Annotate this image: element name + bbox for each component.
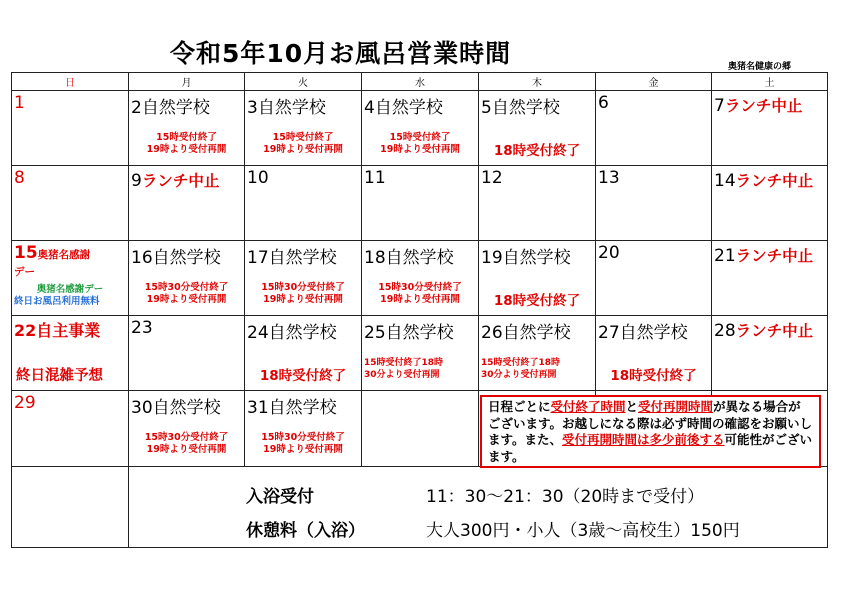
calendar-day-cell: [596, 91, 712, 166]
notice-text: 可能性がございます。: [488, 432, 813, 464]
day-event: [247, 318, 337, 343]
day-number: 7: [714, 96, 725, 116]
day-number: 12: [481, 168, 503, 188]
note-line: 19時より受付再開: [380, 294, 460, 305]
calendar-day-cell: [245, 91, 362, 166]
calendar-day-cell: [712, 241, 828, 316]
day-event-label: 自然学校: [385, 248, 454, 268]
calendar-day-cell: [596, 316, 712, 391]
day-event-label: 自然学校: [374, 98, 443, 118]
day-event: [14, 318, 100, 341]
calendar-week-row: [12, 316, 828, 391]
weekday-header: 火: [245, 73, 362, 91]
day-number: 8: [14, 168, 25, 188]
day-event-label: 自然学校: [141, 98, 210, 118]
calendar-table: [11, 72, 828, 548]
event-note: 18時受付終了: [493, 293, 581, 309]
day-number: 9: [131, 171, 142, 191]
calendar-day-cell: [129, 391, 245, 467]
day-event-label: 自然学校: [268, 248, 337, 268]
day-number: 10: [247, 168, 269, 188]
note-line: 19時より受付再開: [146, 294, 227, 305]
day-event: [714, 169, 813, 191]
day-event-label: 自然学校: [491, 98, 560, 118]
calendar-day-cell: [12, 241, 129, 316]
day-event: [131, 93, 210, 118]
day-number: 1: [14, 93, 25, 113]
note-line: 19時より受付再開: [263, 444, 343, 455]
day-number: 4: [364, 98, 375, 118]
calendar-day-cell: [245, 166, 362, 241]
calendar-day-cell: [479, 316, 596, 391]
calendar-day-cell: [12, 91, 129, 166]
note-line: 15時30分受付終了: [261, 282, 345, 293]
note-line: 19時より受付再開: [380, 144, 460, 155]
day-event: [247, 393, 337, 418]
day-event: [714, 244, 813, 266]
day-number: 15: [14, 243, 38, 263]
calendar-day-cell: [712, 316, 828, 391]
calendar-day-cell: [479, 241, 596, 316]
calendar-week-row: [12, 166, 828, 241]
day-event-label: 自然学校: [502, 248, 571, 268]
note-line: 30分より受付再開: [364, 370, 440, 380]
note-line: 15時受付終了: [156, 132, 217, 143]
day-event: [481, 243, 571, 268]
day-event-label: ランチ中止: [141, 172, 220, 190]
event-note: 18時受付終了: [610, 368, 697, 384]
day-number: 31: [247, 398, 269, 418]
day-event: [131, 243, 221, 268]
day-event-label: ランチ中止: [735, 322, 814, 340]
day-number: 19: [481, 248, 503, 268]
note-line: 15時30分受付終了: [378, 282, 462, 293]
calendar-day-cell: [596, 241, 712, 316]
weekday-header: 月: [129, 73, 245, 91]
day-event: [247, 243, 337, 268]
day-number: 29: [14, 393, 36, 413]
notice-text: と: [625, 399, 639, 414]
note-line: 15時受付終了18時: [481, 358, 561, 368]
event-note: [129, 132, 244, 156]
event-note: [129, 432, 244, 456]
day-number: 20: [598, 243, 620, 263]
notice-highlight: 受付再開時間: [638, 399, 714, 414]
day-event: [481, 318, 571, 343]
calendar-day-cell: [712, 166, 828, 241]
note-line: 30分より受付再開: [481, 370, 557, 380]
calendar-day-cell: [479, 91, 596, 166]
day-event: [364, 243, 454, 268]
notice-highlight: 受付終了時間: [550, 399, 626, 414]
day-number: 23: [131, 318, 153, 338]
day-event-label: 自然学校: [268, 398, 337, 418]
bath-hours-label: 入浴受付: [246, 487, 314, 507]
calendar-week-row: [12, 241, 828, 316]
event-note: 18時受付終了: [493, 143, 581, 159]
calendar-day-cell: [596, 166, 712, 241]
day-event-label: ランチ中止: [735, 247, 814, 265]
weekday-header: 木: [479, 73, 596, 91]
day-number: 21: [714, 246, 736, 266]
calendar-day-cell: [12, 391, 129, 467]
calendar-day-cell: [129, 241, 245, 316]
note-line: 19時より受付再開: [263, 144, 343, 155]
note-line: 15時30分受付終了: [144, 432, 229, 443]
day-event-label: 奥猪名感謝: [37, 249, 91, 261]
weekday-header: 日: [12, 73, 129, 91]
note-line: 15時30分受付終了: [144, 282, 229, 293]
note-line: 19時より受付再開: [263, 294, 343, 305]
day-event: [14, 243, 90, 263]
day-event-label: ランチ中止: [724, 97, 803, 115]
weekday-header: 水: [362, 73, 479, 91]
day-event: [131, 393, 221, 418]
day-number: 11: [364, 168, 386, 188]
calendar-day-cell: [245, 316, 362, 391]
day-number: 27: [598, 323, 620, 343]
day-event-label: 自主事業: [36, 321, 101, 340]
calendar-day-cell: [362, 391, 479, 467]
organization-name: 奥猪名健康の郷: [728, 62, 792, 72]
event-note: 奥猪名感謝デー: [36, 284, 104, 295]
calendar-day-cell: [712, 91, 828, 166]
calendar-day-cell: [245, 391, 362, 467]
weekday-header: 土: [712, 73, 828, 91]
calendar-day-cell: [479, 166, 596, 241]
day-number: 28: [714, 321, 736, 341]
day-number: 30: [131, 398, 153, 418]
notice-box: [480, 395, 821, 468]
event-note: [481, 357, 560, 381]
day-event: [714, 94, 802, 116]
day-event-label: 自然学校: [152, 398, 221, 418]
notice-highlight: 受付再開時間は多少前後する: [562, 432, 725, 447]
day-event: [364, 93, 443, 118]
day-number: 22: [14, 321, 37, 340]
note-line: 19時より受付再開: [146, 144, 227, 155]
day-event-label: 自然学校: [257, 98, 326, 118]
calendar-day-cell: [362, 316, 479, 391]
day-number: 18: [364, 248, 386, 268]
note-line: 15時受付終了18時: [364, 358, 444, 368]
day-event: [364, 318, 454, 343]
fee-row: [246, 516, 740, 541]
day-event: [131, 169, 219, 191]
day-event: [598, 318, 688, 343]
event-note: 終日お風呂利用無料: [14, 296, 100, 307]
event-note: 終日混雑予想: [16, 368, 103, 384]
weekday-header-row: [12, 73, 828, 91]
calendar-day-cell: [362, 91, 479, 166]
weekday-header: 金: [596, 73, 712, 91]
notice-text: 日程ごとに: [488, 399, 551, 414]
day-number: 16: [131, 248, 153, 268]
calendar-day-cell: [129, 166, 245, 241]
event-note: 18時受付終了: [259, 368, 347, 384]
day-event: [714, 319, 813, 341]
calendar-day-cell: [245, 241, 362, 316]
calendar-week-row: [12, 91, 828, 166]
day-number: 13: [598, 168, 620, 188]
page-title: 令和5年10月お風呂営業時間: [170, 39, 512, 68]
event-note: [362, 282, 478, 306]
event-note: [362, 132, 478, 156]
day-number: 6: [598, 93, 609, 113]
day-number: 5: [481, 98, 492, 118]
day-event: [481, 93, 560, 118]
event-note: [245, 132, 361, 156]
calendar-day-cell: [12, 316, 129, 391]
note-line: 15時受付終了: [272, 132, 334, 143]
day-number: 26: [481, 323, 503, 343]
note-line: 19時より受付再開: [146, 444, 227, 455]
footer-left-cell: [12, 467, 129, 548]
day-event-label: 自然学校: [152, 248, 221, 268]
calendar-day-cell: [129, 316, 245, 391]
note-line: 15時30分受付終了: [261, 432, 345, 443]
day-number: 14: [714, 171, 736, 191]
bath-hours-value: 11：30～21：30（20時まで受付）: [426, 487, 705, 507]
day-number: 24: [247, 323, 269, 343]
note-line: 15時受付終了: [389, 132, 451, 143]
day-number: 17: [247, 248, 269, 268]
day-event-label: 自然学校: [502, 323, 571, 343]
notice-text: が異なる場合がございます。お越しになる際は必ず時間の確認をお願いします。また、: [488, 399, 813, 447]
day-event-label: ランチ中止: [735, 172, 814, 190]
day-number: 2: [131, 98, 142, 118]
event-note: [245, 282, 361, 306]
day-event-label: 自然学校: [385, 323, 454, 343]
fee-value: 大人300円・小人（3歳～高校生）150円: [426, 521, 740, 541]
event-note: [245, 432, 361, 456]
day-event: [247, 93, 326, 118]
day-number: 3: [247, 98, 258, 118]
fee-label: 休憩料（入浴）: [246, 521, 365, 541]
day-event-label: デー: [14, 266, 35, 278]
day-event-label: 自然学校: [268, 323, 337, 343]
day-event-label: 自然学校: [619, 323, 688, 343]
day-number: 25: [364, 323, 386, 343]
bath-hours-row: [246, 482, 705, 507]
calendar-day-cell: [12, 166, 129, 241]
calendar-day-cell: [362, 166, 479, 241]
event-note: [129, 282, 244, 306]
calendar-day-cell: [362, 241, 479, 316]
event-note: [364, 357, 443, 381]
calendar-day-cell: [129, 91, 245, 166]
